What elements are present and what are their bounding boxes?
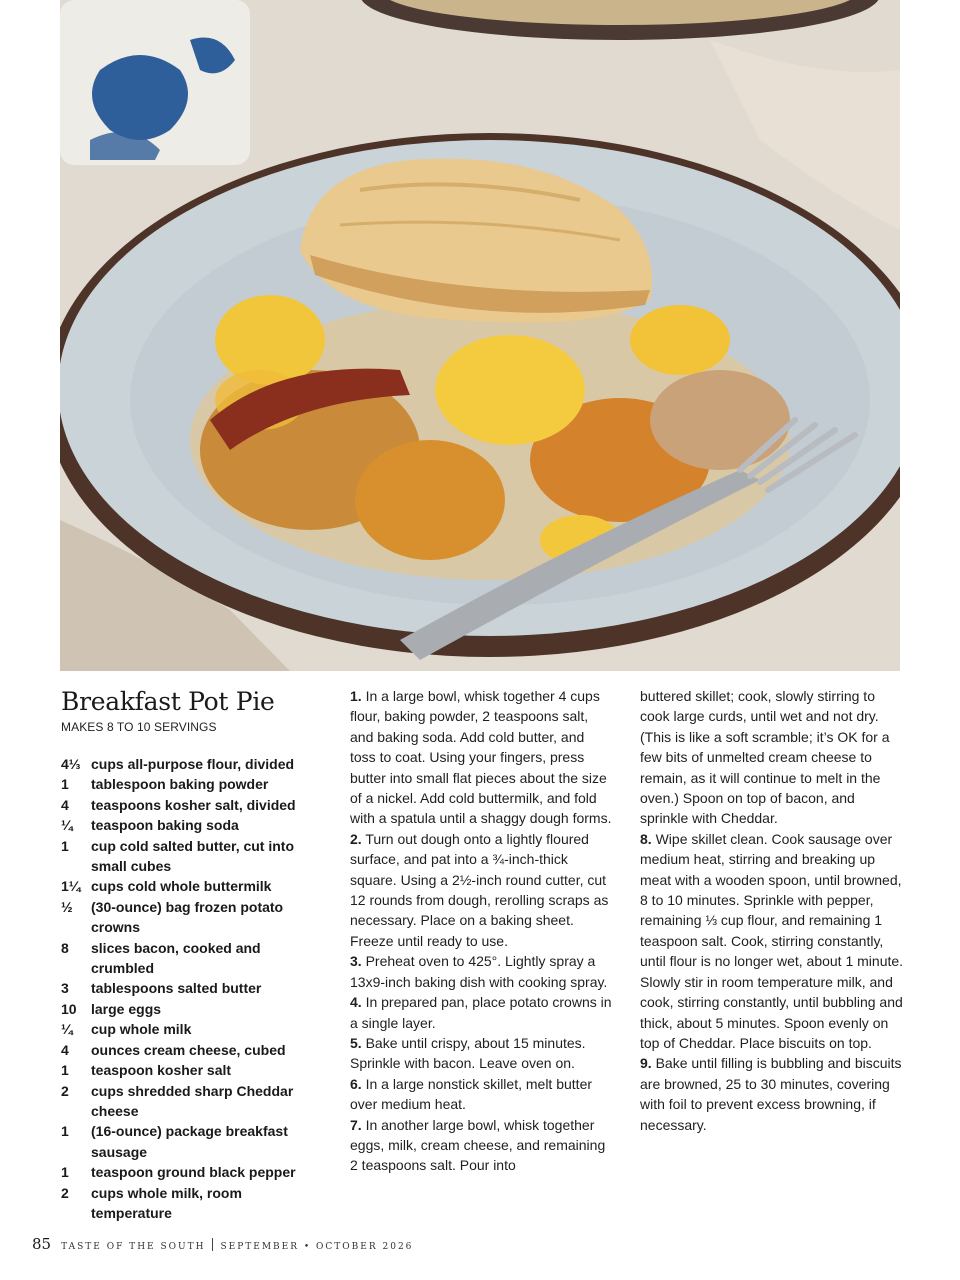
ingredient-qty: 1	[61, 837, 69, 854]
potato-crown	[355, 440, 505, 560]
ingredient-qty: 8	[61, 939, 69, 956]
step-item	[350, 1115, 612, 1176]
step-text: buttered skillet; cook, slowly stirring to cook large curds, until wet and not dry. (This is like a soft scramble; it’s OK for a few bits of unmelted cream cheese to remain, as it will continue to melt in the oven.) Spoon on top of bacon, and sprinkle with Cheddar.	[640, 688, 890, 827]
step-number: 9.	[640, 1055, 652, 1072]
servings-label: MAKES 8 TO 10 SERVINGS	[61, 720, 217, 734]
step-number: 2.	[350, 830, 362, 847]
ingredient-item	[61, 897, 316, 938]
ingredient-qty: ½	[61, 898, 73, 915]
ingredient-item	[61, 1121, 316, 1162]
breakfast-pot-pie-photo	[60, 0, 900, 671]
ingredient-text: teaspoons kosher salt, divided	[91, 796, 296, 813]
ingredient-text: slices bacon, cooked and crumbled	[91, 939, 261, 977]
ingredient-text: teaspoon kosher salt	[91, 1062, 232, 1079]
ingredient-qty: 3	[61, 980, 69, 997]
ingredient-qty: 10	[61, 1000, 77, 1017]
step-item	[350, 1074, 612, 1115]
issue-date: SEPTEMBER • OCTOBER 2026	[220, 1242, 414, 1252]
ingredient-text: cups whole milk, room temperature	[91, 1184, 242, 1221]
ingredient-item	[61, 978, 316, 998]
step-number: 8.	[640, 830, 652, 847]
ingredients-column	[61, 686, 316, 1223]
ingredient-text: cups shredded sharp Cheddar cheese	[91, 1082, 294, 1119]
page-number: 85	[32, 1235, 52, 1253]
step-text: Turn out dough onto a lightly floured surface, and pat into a ¾-inch-thick square. Using a 2½-inch round cutter, cut 12 rounds from dough, rerolling scraps as necessary. Place on a baking sheet. Freeze until ready to use.	[350, 830, 609, 949]
step-text: Wipe skillet clean. Cook sausage over medium heat, stirring and breaking up meat with a wooden spoon, until browned, 8 to 10 minutes. Sprinkle with pepper, remaining ⅓ cup flour, and remaining 1 teaspoon salt. Cook, stirring constantly, until flour is no longer wet, about 1 minute. Slowly stir in room temperature milk, and cook, stirring constantly, until bubbling and thick, about 5 minutes. Spoon evenly on top of Cheddar. Place biscuits on top.	[640, 830, 904, 1051]
ingredient-qty: ¼	[61, 1021, 73, 1038]
ingredient-text: tablespoon baking powder	[91, 776, 269, 793]
ingredient-text: cups cold whole buttermilk	[91, 878, 272, 895]
step-text: In a large bowl, whisk together 4 cups flour, baking powder, 2 teaspoons salt, and baking soda. Add cold butter, and toss to coat. Using your fingers, press butter into small flat pieces about the size of a nickel. Add cold buttermilk, and fold with a spatula until a shaggy dough forms.	[350, 688, 612, 827]
ingredient-item	[61, 1019, 316, 1039]
ingredient-item	[61, 1081, 316, 1122]
ingredient-item	[61, 836, 316, 877]
ingredient-text: (16-ounce) package breakfast sausage	[91, 1123, 288, 1160]
step-number: 5.	[350, 1034, 362, 1051]
step-item	[350, 1033, 612, 1074]
ingredient-qty: 4⅓	[61, 756, 81, 772]
step-item	[350, 951, 612, 992]
page-footer	[32, 1235, 413, 1255]
step-item	[640, 829, 905, 1053]
ingredient-item	[61, 876, 316, 896]
ingredient-item	[61, 774, 316, 794]
ingredient-qty: 2	[61, 1082, 69, 1099]
step-number: 6.	[350, 1075, 362, 1092]
ingredient-item	[61, 999, 316, 1019]
ingredient-text: cups all-purpose flour, divided	[91, 756, 295, 772]
ingredient-qty: 4	[61, 796, 69, 813]
instructions-column-1	[350, 686, 612, 1176]
step-number: 3.	[350, 953, 362, 970]
ingredient-qty: ¼	[61, 817, 73, 834]
ingredient-text: teaspoon ground black pepper	[91, 1164, 296, 1181]
step-text: In prepared pan, place potato crowns in a single layer.	[350, 994, 612, 1031]
ingredient-text: cup whole milk	[91, 1021, 192, 1038]
ingredient-qty: 4	[61, 1041, 69, 1058]
step-text: Bake until filling is bubbling and biscuits are browned, 25 to 30 minutes, covering with foil to prevent excess browning, if necessary.	[640, 1055, 902, 1133]
ingredient-item	[61, 795, 316, 815]
step-text: Bake until crispy, about 15 minutes. Sprinkle with bacon. Leave oven on.	[350, 1034, 586, 1072]
step-number: 1.	[350, 688, 362, 704]
ingredient-qty: 2	[61, 1184, 69, 1201]
ingredient-item	[61, 1060, 316, 1080]
ingredient-qty: 1¼	[61, 878, 81, 895]
ingredient-qty: 1	[61, 1062, 69, 1079]
ingredient-qty: 1	[61, 776, 69, 793]
ingredient-item	[61, 1183, 316, 1224]
footer-divider	[212, 1238, 213, 1251]
ingredient-text: tablespoons salted butter	[91, 980, 262, 997]
step-item	[350, 992, 612, 1033]
step-number: 4.	[350, 994, 362, 1011]
step-text: In another large bowl, whisk together eggs, milk, cream cheese, and remaining 2 teaspoons salt. Pour into	[350, 1116, 606, 1174]
ingredient-qty: 1	[61, 1123, 69, 1140]
ingredient-item	[61, 1040, 316, 1060]
step-continuation	[640, 686, 905, 829]
step-item	[350, 686, 612, 829]
ingredient-text: (30-ounce) bag frozen potato crowns	[91, 898, 284, 936]
ingredient-list	[61, 754, 316, 1223]
step-item	[350, 829, 612, 951]
ingredient-item	[61, 754, 316, 774]
step-text: In a large nonstick skillet, melt butter over medium heat.	[350, 1075, 593, 1113]
instructions-column-2	[640, 686, 905, 1135]
step-text: Preheat oven to 425°. Lightly spray a 13x9-inch baking dish with cooking spray.	[350, 953, 608, 990]
magazine-name: TASTE OF THE SOUTH	[61, 1242, 206, 1252]
ingredient-text: cup cold salted butter, cut into small cubes	[91, 837, 295, 875]
ingredient-item	[61, 938, 316, 979]
step-number: 7.	[350, 1116, 362, 1133]
ingredient-text: large eggs	[91, 1000, 162, 1017]
ingredient-qty: 1	[61, 1164, 69, 1181]
step-item	[640, 1053, 905, 1135]
recipe-photo	[60, 0, 900, 671]
ingredient-text: teaspoon baking soda	[91, 817, 239, 834]
ingredient-item	[61, 1162, 316, 1182]
ingredient-text: ounces cream cheese, cubed	[91, 1041, 286, 1058]
recipe-title: Breakfast Pot Pie	[61, 687, 275, 716]
ingredient-item	[61, 815, 316, 835]
